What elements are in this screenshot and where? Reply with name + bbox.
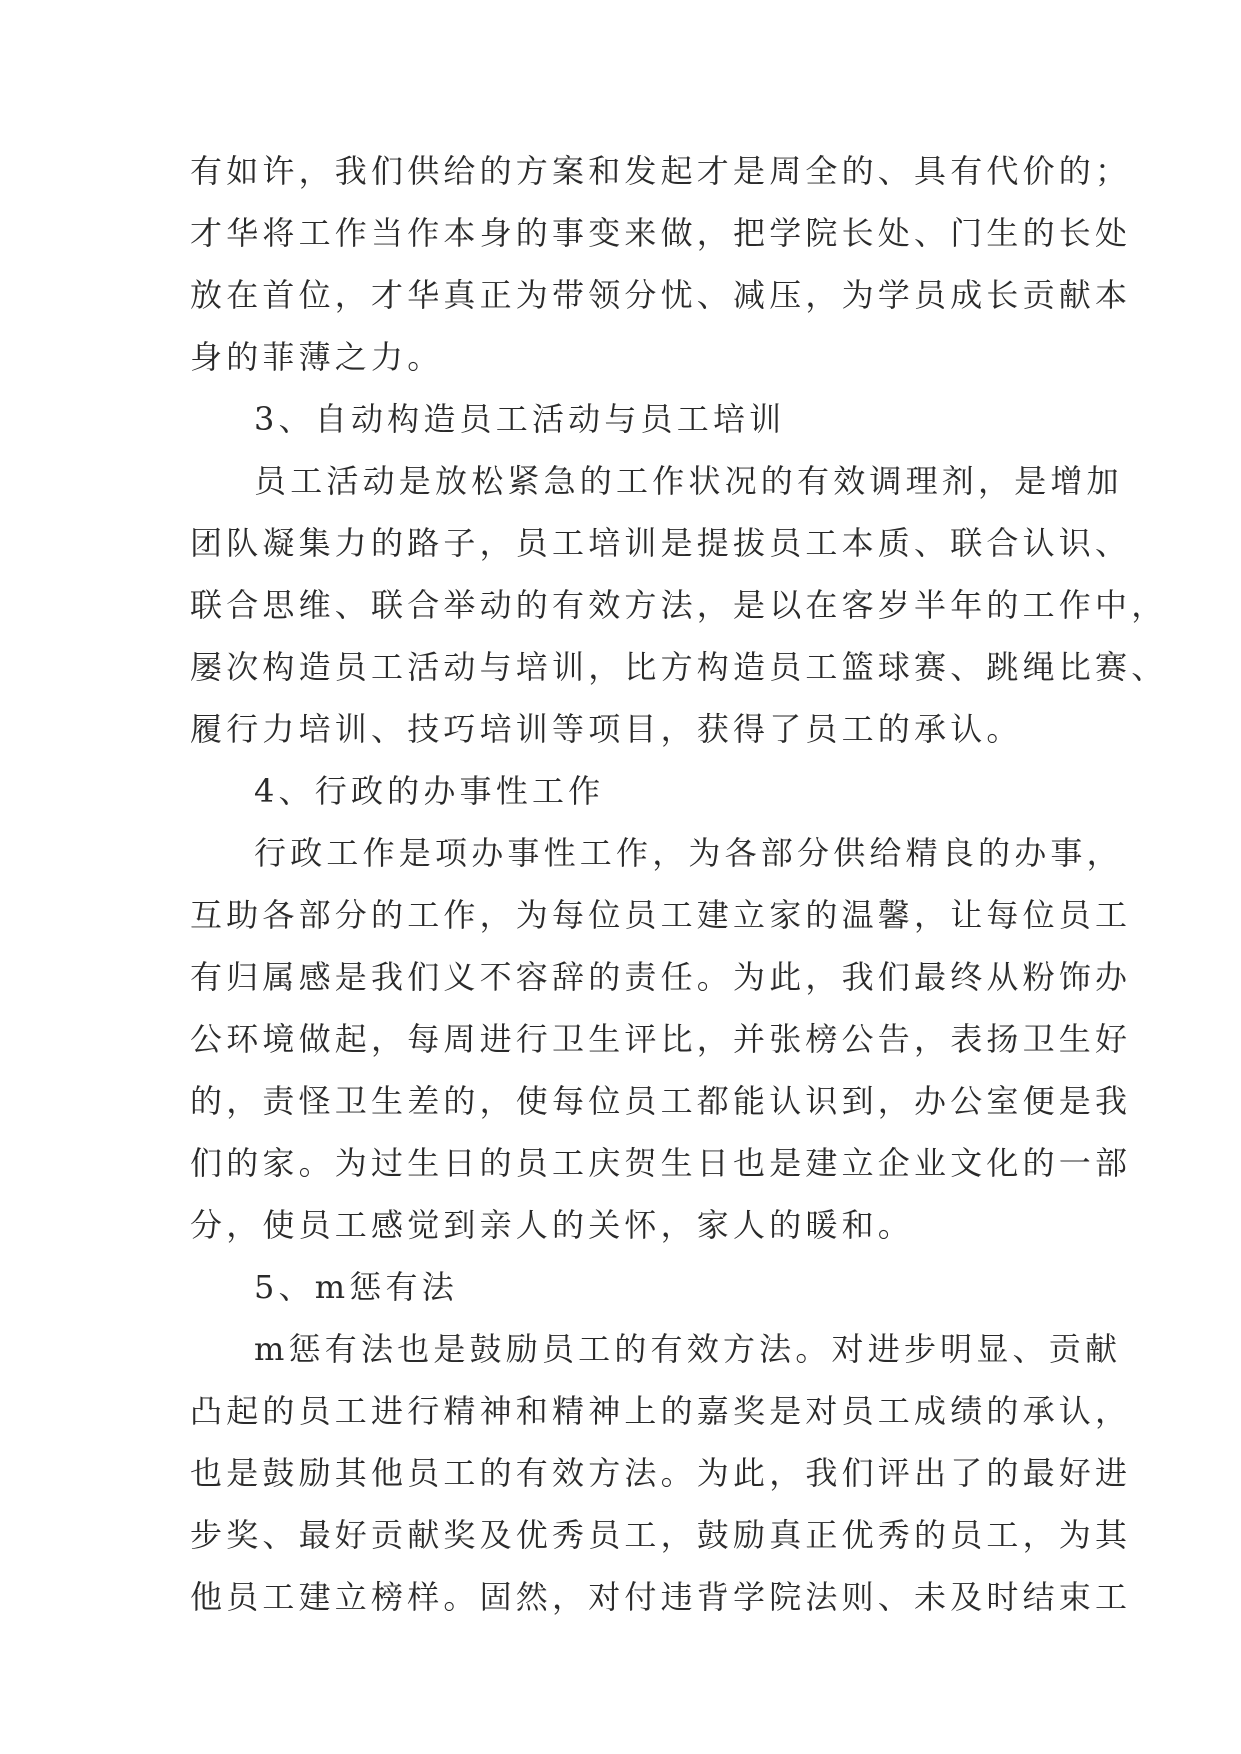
paragraph-line: 才华将工作当作本身的事变来做，把学院长处、门生的长处 xyxy=(190,214,1132,252)
paragraph-line: 履行力培训、技巧培训等项目，获得了员工的承认。 xyxy=(190,710,1023,748)
document-body xyxy=(190,140,1168,1628)
section-heading-line: 4、行政的办事性工作 xyxy=(254,772,605,810)
paragraph-line: 联合思维、联合举动的有效方法，是以在客岁半年的工作中， xyxy=(190,586,1168,624)
paragraph-line: 员工活动是放松紧急的工作状况的有效调理剂，是增加 xyxy=(254,462,1123,500)
paragraph-line: 公环境做起，每周进行卫生评比，并张榜公告，表扬卫生好 xyxy=(190,1020,1132,1058)
paragraph-line: 有归属感是我们义不容辞的责任。为此，我们最终从粉饰办 xyxy=(190,958,1132,996)
paragraph-line: 凸起的员工进行精神和精神上的嘉奖是对员工成绩的承认， xyxy=(190,1392,1132,1430)
paragraph-line: 屡次构造员工活动与培训，比方构造员工篮球赛、跳绳比赛、 xyxy=(190,648,1168,686)
section-heading-line: 3、自动构造员工活动与员工培训 xyxy=(254,400,786,438)
paragraph-line: 团队凝集力的路子，员工培训是提拔员工本质、联合认识、 xyxy=(190,524,1132,562)
section-heading-line: 5、m惩有法 xyxy=(254,1268,458,1306)
paragraph-line: 身的菲薄之力。 xyxy=(190,338,444,376)
paragraph-line: 们的家。为过生日的员工庆贺生日也是建立企业文化的一部 xyxy=(190,1144,1132,1182)
paragraph-line: 分，使员工感觉到亲人的关怀，家人的暖和。 xyxy=(190,1206,915,1244)
paragraph-line: 他员工建立榜样。固然，对付违背学院法则、未及时结束工 xyxy=(190,1578,1132,1616)
paragraph-line: 也是鼓励其他员工的有效方法。为此，我们评出了的最好进 xyxy=(190,1454,1132,1492)
paragraph-line: m惩有法也是鼓励员工的有效方法。对进步明显、贡献 xyxy=(254,1330,1122,1368)
paragraph-line: 步奖、最好贡献奖及优秀员工，鼓励真正优秀的员工，为其 xyxy=(190,1516,1132,1554)
paragraph-line: 行政工作是项办事性工作，为各部分供给精良的办事， xyxy=(254,834,1123,872)
paragraph-line: 放在首位，才华真正为带领分忧、减压，为学员成长贡献本 xyxy=(190,276,1132,314)
paragraph-line: 有如许，我们供给的方案和发起才是周全的、具有代价的； xyxy=(190,152,1132,190)
paragraph-line: 的，责怪卫生差的，使每位员工都能认识到，办公室便是我 xyxy=(190,1082,1132,1120)
paragraph-line: 互助各部分的工作，为每位员工建立家的温馨，让每位员工 xyxy=(190,896,1132,934)
